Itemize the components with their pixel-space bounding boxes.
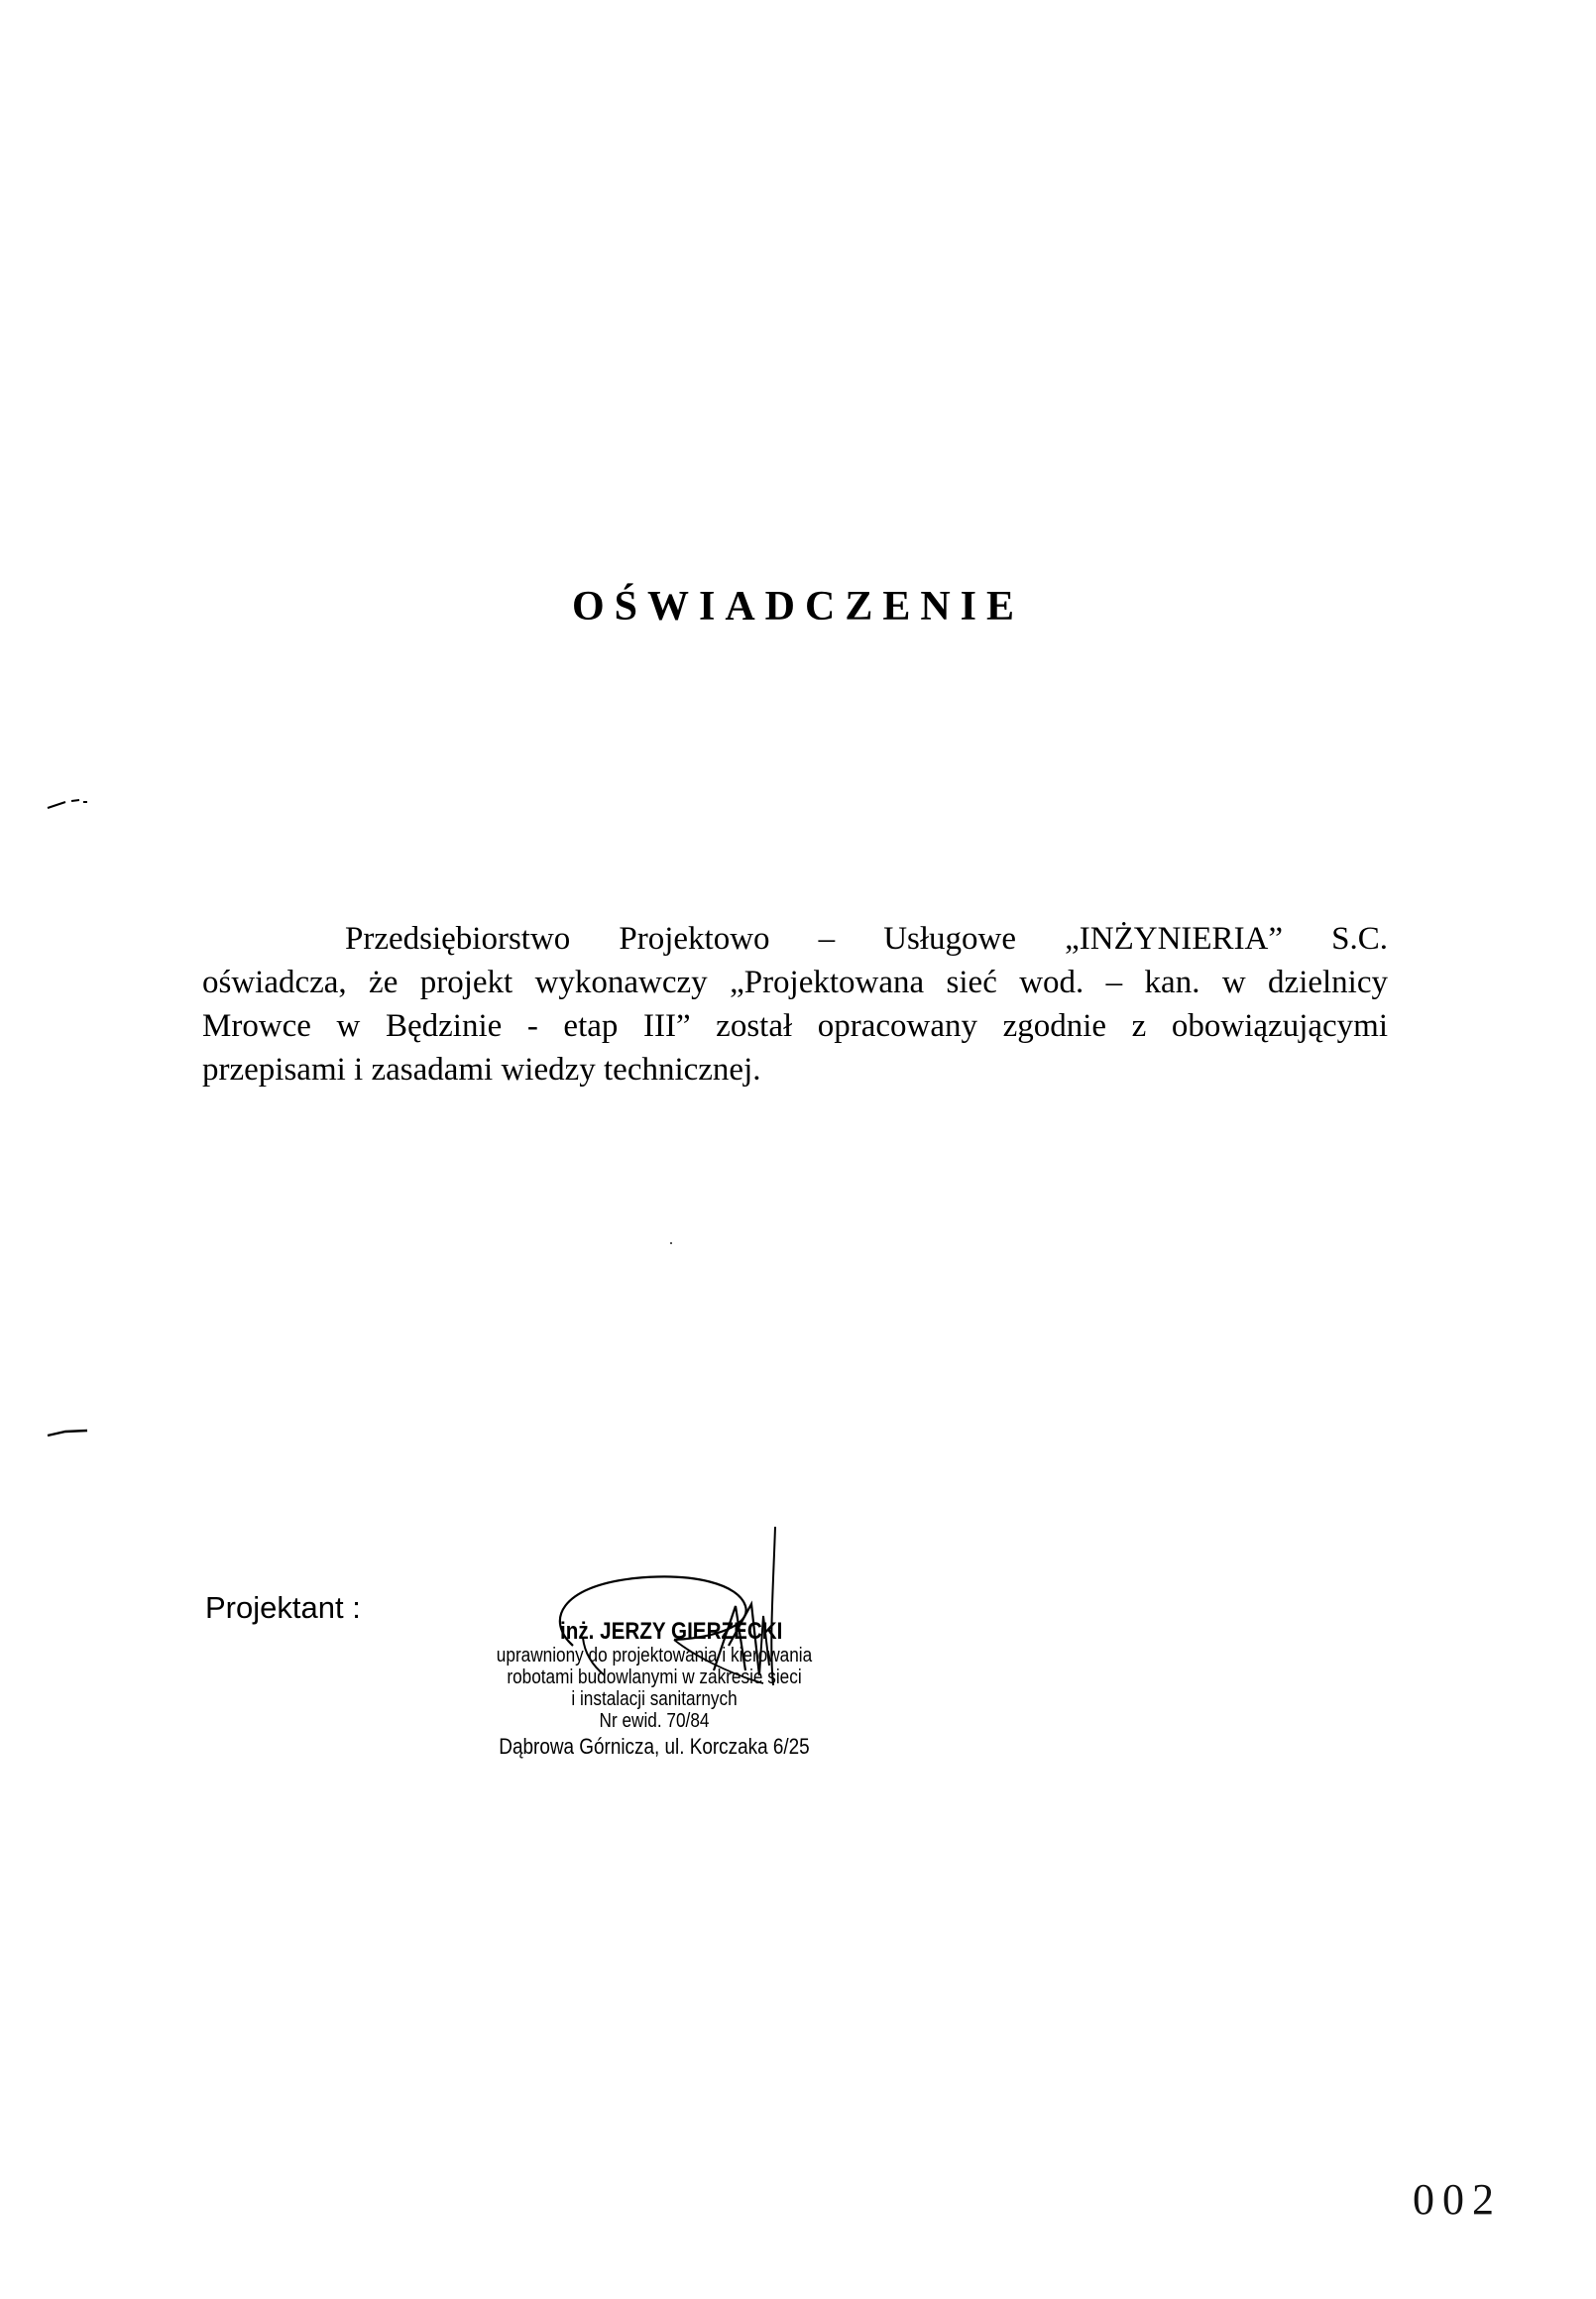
stamp-name: inż. JERZY GIERZECKI xyxy=(559,1618,783,1645)
paragraph-line: oświadcza, że projekt wykonawczy „Projektowana sieć wod. – kan. w dzielnicy xyxy=(202,965,1388,1000)
margin-punch-mark xyxy=(46,1426,91,1439)
scan-speck xyxy=(670,1242,672,1244)
declaration-paragraph xyxy=(202,917,1388,1092)
handwritten-signature xyxy=(525,1527,823,1705)
margin-punch-mark xyxy=(46,796,91,812)
stamp-qualification-line: robotami budowlanymi w zakresie sieci xyxy=(507,1667,802,1688)
paragraph-line: Przedsiębiorstwo Projektowo – Usługowe „INŻYNIERIA” S.C. xyxy=(345,921,1388,957)
stamp-qualification-line: i instalacji sanitarnych xyxy=(571,1688,738,1710)
document-title: OŚWIADCZENIE xyxy=(571,584,1025,630)
designer-label: Projektant : xyxy=(205,1590,361,1625)
stamp-qualification-line: uprawniony do projektowania i kierowania xyxy=(496,1645,813,1667)
stamp-address: Dąbrowa Górnicza, ul. Korczaka 6/25 xyxy=(499,1734,810,1759)
paragraph-line: Mrowce w Będzinie - etap III” został opracowany zgodnie z obowiązującymi xyxy=(202,1008,1388,1044)
stamp-license-number: Nr ewid. 70/84 xyxy=(599,1710,710,1732)
paragraph-line: przepisami i zasadami wiedzy technicznej. xyxy=(202,1052,761,1088)
page-number: 002 xyxy=(1413,2175,1502,2224)
